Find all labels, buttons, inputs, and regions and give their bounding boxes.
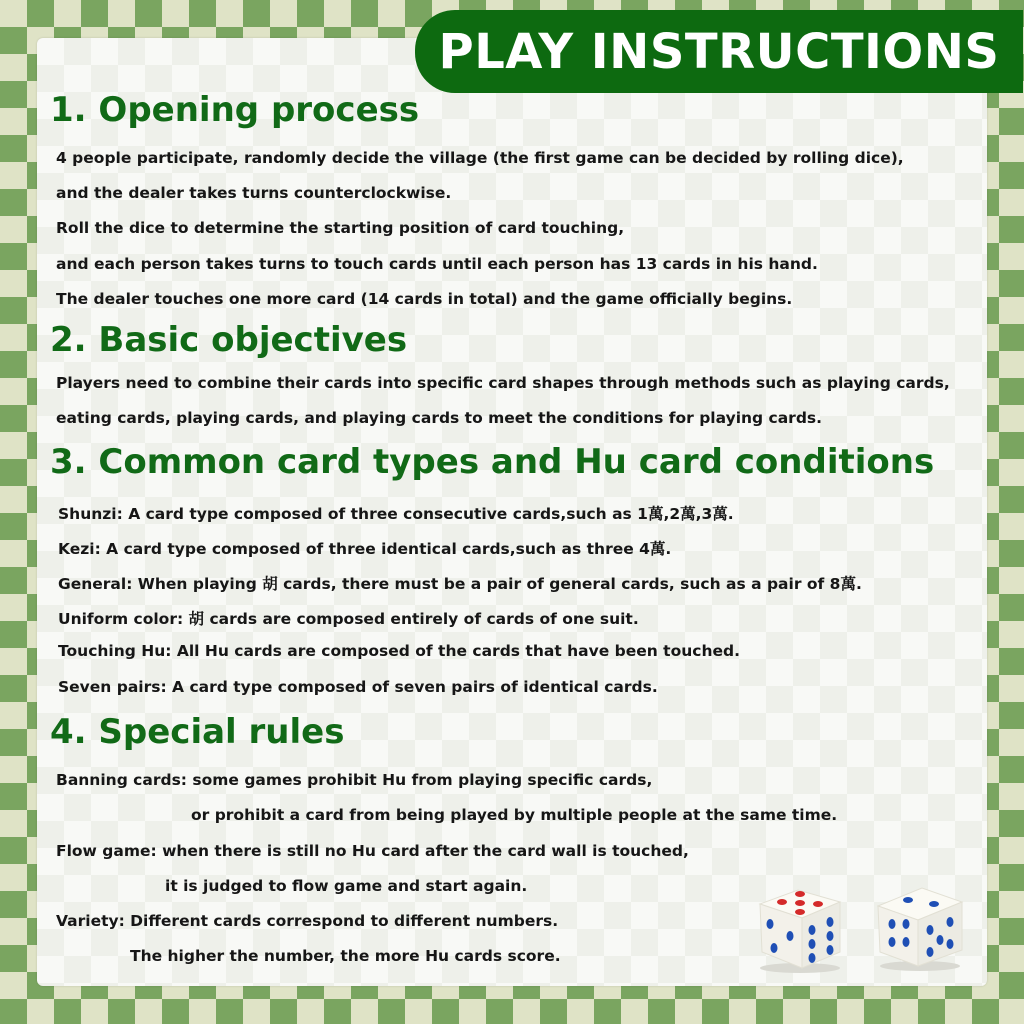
section-heading-card-types: 3. Common card types and Hu card conditions [50,442,935,482]
section-text-line: The dealer touches one more card (14 cards in total) and the game officially begins. [56,290,793,308]
section-text-line: Roll the dice to determine the starting position of card touching, [56,219,625,237]
section-text-line: The higher the number, the more Hu cards score. [130,947,561,965]
section-text-line: Touching Hu: All Hu cards are composed of the cards that have been touched. [58,642,740,660]
section-heading-opening-process: 1. Opening process [50,90,420,130]
dice-icon [752,882,846,974]
section-text-line: or prohibit a card from being played by multiple people at the same time. [191,806,838,824]
dice-icon [872,880,968,972]
section-text-line: General: When playing 胡 cards, there must be a pair of general cards, such as a pair of 8萬. [58,575,862,593]
section-text-line: Seven pairs: A card type composed of seven pairs of identical cards. [58,678,658,696]
section-text-line: and each person takes turns to touch cards until each person has 13 cards in his hand. [56,255,818,273]
section-text-line: Kezi: A card type composed of three identical cards,such as three 4萬. [58,540,672,558]
section-text-line: Uniform color: 胡 cards are composed entirely of cards of one suit. [58,610,639,628]
section-text-line: Flow game: when there is still no Hu card after the card wall is touched, [56,842,689,860]
section-text-line: Variety: Different cards correspond to different numbers. [56,912,559,930]
section-text-line: Players need to combine their cards into specific card shapes through methods such as playing cards, [56,374,950,392]
section-heading-basic-objectives: 2. Basic objectives [50,320,408,360]
section-text-line: Banning cards: some games prohibit Hu from playing specific cards, [56,771,653,789]
section-text-line: 4 people participate, randomly decide the village (the first game can be decided by rolling dice), [56,149,904,167]
section-heading-special-rules: 4. Special rules [50,712,345,752]
section-text-line: eating cards, playing cards, and playing cards to meet the conditions for playing cards. [56,409,823,427]
section-text-line: Shunzi: A card type composed of three consecutive cards,such as 1萬,2萬,3萬. [58,505,734,523]
page-title: PLAY INSTRUCTIONS [438,23,1000,80]
title-banner [415,10,1023,93]
section-text-line: and the dealer takes turns counterclockwise. [56,184,452,202]
section-text-line: it is judged to flow game and start again. [165,877,528,895]
